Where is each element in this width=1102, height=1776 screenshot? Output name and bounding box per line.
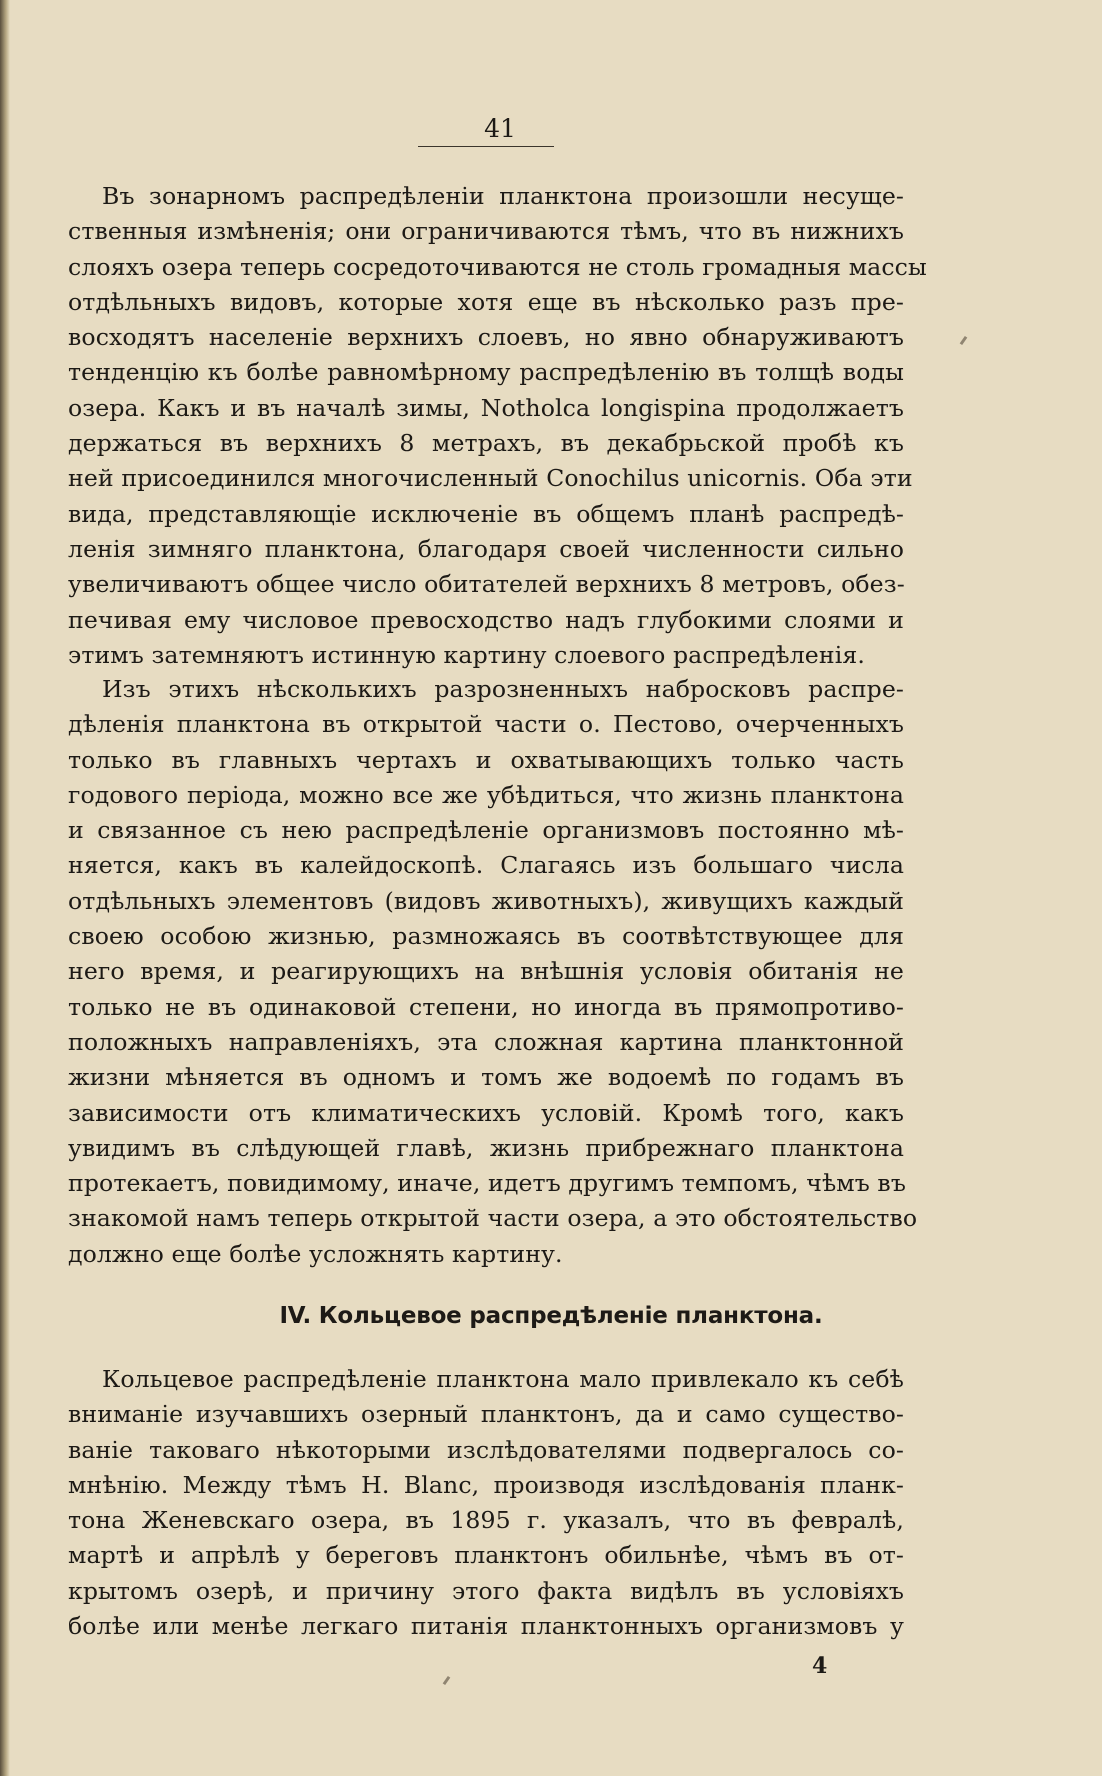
- section-heading: IV. Кольцевое распредѣленіе планктона.: [279, 1303, 823, 1329]
- text-line: и связанное съ нею распредѣленіе организмовъ постоянно мѣ-: [68, 816, 904, 845]
- text-line: него время, и реагирующихъ на внѣшнія условія обитанія не: [68, 957, 904, 986]
- text-line: вниманіе изучавшихъ озерный планктонъ, да и само существо-: [68, 1400, 904, 1429]
- text-line: своею особою жизнью, размножаясь въ соотвѣтствующее для: [68, 922, 904, 951]
- text-line: вида, представляющіе исключеніе въ общемъ планѣ распредѣ-: [68, 499, 904, 528]
- text-line: мнѣнію. Между тѣмъ H. Blanc, производя изслѣдованія планк-: [68, 1470, 904, 1499]
- paper-speck: [960, 336, 968, 345]
- text-line: болѣе или менѣе легкаго питанія планктонныхъ организмовъ у: [68, 1612, 904, 1641]
- text-line: мартѣ и апрѣлѣ у береговъ планктонъ обильнѣе, чѣмъ въ от-: [68, 1541, 904, 1570]
- text-line: восходятъ населеніе верхнихъ слоевъ, но явно обнаруживаютъ: [68, 323, 904, 352]
- text-line: озера. Какъ и въ началѣ зимы, Notholca longispina продолжаетъ: [68, 393, 904, 422]
- text-line: зависимости отъ климатическихъ условій. Кромѣ того, какъ: [68, 1098, 904, 1127]
- text-line: протекаетъ, повидимому, иначе, идетъ другимъ темпомъ, чѣмъ въ: [68, 1169, 906, 1198]
- text-line: тона Женевскаго озера, въ 1895 г. указалъ, что въ февралѣ,: [68, 1506, 904, 1535]
- text-line: ваніе таковаго нѣкоторыми изслѣдователями подвергалось со-: [68, 1435, 904, 1464]
- text-line: слояхъ озера теперь сосредоточиваются не столь громадныя массы: [68, 252, 927, 281]
- text-line: годового періода, можно все же убѣдиться, что жизнь планктона: [68, 780, 904, 809]
- page-number-rule: [418, 146, 554, 147]
- page-number: 41: [484, 114, 516, 143]
- paragraph-1: [68, 179, 927, 673]
- text-line: отдѣльныхъ видовъ, которые хотя еще въ нѣсколько разъ пре-: [68, 287, 904, 316]
- text-line: жизни мѣняется въ одномъ и томъ же водоемѣ по годамъ въ: [68, 1063, 904, 1092]
- text-line: положныхъ направленіяхъ, эта сложная картина планктонной: [68, 1027, 904, 1056]
- text-line: знакомой намъ теперь открытой части озера, а это обстоятельство: [68, 1204, 918, 1233]
- text-line: Кольцевое распредѣленіе планктона мало привлекало къ себѣ: [102, 1365, 904, 1393]
- text-line: этимъ затемняютъ истинную картину слоевого распредѣленія.: [68, 640, 865, 669]
- text-line: тенденцію къ болѣе равномѣрному распредѣленію въ толщѣ воды: [68, 358, 904, 387]
- text-line: держаться въ верхнихъ 8 метрахъ, въ декабрьской пробѣ къ: [68, 429, 904, 458]
- paragraph-2: [68, 672, 918, 1272]
- text-line: ленія зимняго планктона, благодаря своей численности сильно: [68, 534, 904, 563]
- paper-speck: [443, 1676, 451, 1685]
- text-line: увидимъ въ слѣдующей главѣ, жизнь прибрежнаго планктона: [68, 1133, 904, 1162]
- text-line: дѣленія планктона въ открытой части о. Пестово, очерченныхъ: [68, 710, 904, 739]
- text-line: должно еще болѣе усложнять картину.: [68, 1239, 563, 1268]
- text-line: отдѣльныхъ элементовъ (видовъ животныхъ), живущихъ каждый: [68, 886, 904, 915]
- paragraph-3: [68, 1362, 904, 1644]
- printer-signature-mark: 4: [812, 1653, 828, 1679]
- text-line: няется, какъ въ калейдоскопѣ. Слагаясь изъ большаго числа: [68, 851, 904, 880]
- text-line: ней присоединился многочисленный Conochilus unicornis. Оба эти: [68, 464, 913, 493]
- text-line: только не въ одинаковой степени, но иногда въ прямопротиво-: [68, 992, 904, 1021]
- text-line: Въ зонарномъ распредѣленіи планктона произошли несуще-: [102, 182, 904, 210]
- text-line: только въ главныхъ чертахъ и охватывающихъ только часть: [68, 745, 904, 774]
- text-line: печивая ему числовое превосходство надъ глубокими слоями и: [68, 605, 904, 634]
- text-line: увеличиваютъ общее число обитателей верхнихъ 8 метровъ, обез-: [68, 570, 905, 599]
- text-line: крытомъ озерѣ, и причину этого факта видѣлъ въ условіяхъ: [68, 1576, 904, 1605]
- text-line: Изъ этихъ нѣсколькихъ разрозненныхъ набросковъ распре-: [102, 675, 904, 703]
- text-line: ственныя измѣненія; они ограничиваются тѣмъ, что въ нижнихъ: [68, 217, 904, 246]
- page-edge: [0, 0, 10, 1776]
